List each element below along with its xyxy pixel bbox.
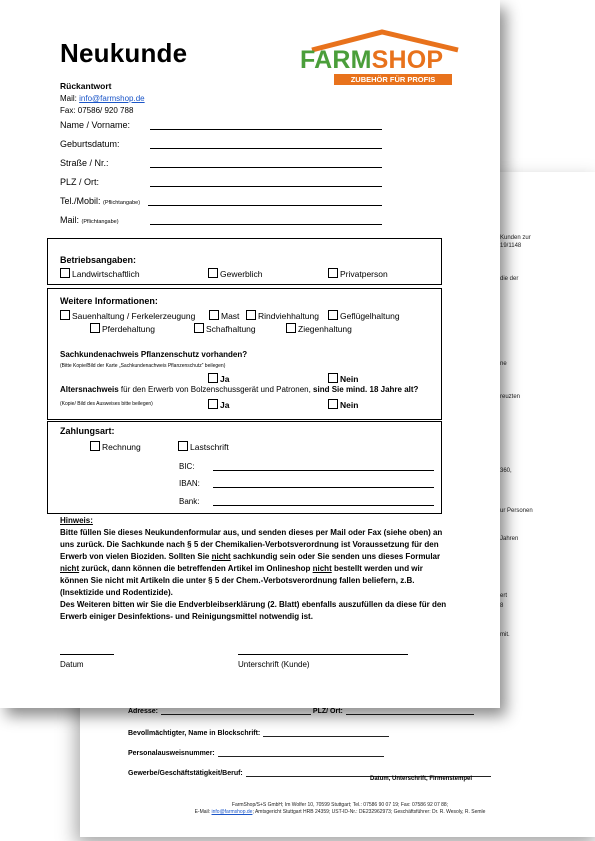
sachkunde-question: Sachkundenachweis Pflanzenschutz vorhanden? [60, 350, 248, 359]
back-signature-caption: Datum, Unterschrift, Firmenstempel [370, 776, 473, 782]
checkbox-label: Sauenhaltung / Ferkelerzeugung [72, 311, 196, 321]
checkbox-label: Lastschrift [190, 442, 229, 452]
hint-text-part: Bitte füllen Sie dieses Neukundenformular aus, und senden dieses per Mail oder Fax (siehe oben) an uns zurück. Die Sachkunde nach § 5 der Chemikalien-Verbotsverordnung ist Voraussetzung für den Erwerb von vielen Bioziden. Sollten Sie [60, 528, 443, 561]
back-side-text: Jahren [500, 536, 519, 542]
bic-label: BIC: [179, 462, 195, 471]
section-title: Betriebsangaben: [60, 255, 137, 265]
checkbox-rechnung[interactable] [90, 441, 141, 452]
hint-heading: Hinweis: [60, 516, 93, 525]
phone-input[interactable] [148, 205, 382, 206]
checkbox-label: Ziegenhaltung [298, 324, 352, 334]
section-title: Zahlungsart: [60, 426, 115, 436]
checkbox-label: Nein [340, 400, 359, 410]
iban-label: IBAN: [179, 479, 200, 488]
hint-text-part: zurück, dann können die betreffenden Artikel im Onlineshop [79, 564, 313, 573]
checkbox-alters-ja[interactable] [208, 399, 229, 410]
checkbox-icon [194, 323, 204, 333]
checkbox-label: Ja [220, 400, 230, 410]
checkbox-alters-nein[interactable] [328, 399, 358, 410]
hint-text-part: bestellt werden und wir können Sie nicht mit Artikeln die unter § 5 der Chem.-Verbotsverordnung fallen beliefern, z.B. (Insektizide und Rodentizide). [60, 564, 423, 597]
checkbox-gefluegelhaltung[interactable] [328, 310, 400, 321]
representative-row [128, 728, 389, 737]
field-label-text: Mail: [60, 215, 80, 225]
reply-label: Rückantwort [60, 81, 112, 91]
back-footer-line2 [80, 809, 595, 816]
checkbox-icon [246, 310, 256, 320]
alters-q-part3: sind Sie mind. 18 Jahre alt? [313, 385, 419, 394]
mail-label: Mail: [60, 94, 77, 103]
trade-label: Gewerbe/Geschäftstätigkeit/Beruf: [128, 770, 243, 777]
back-side-text: reuzten [500, 394, 521, 400]
checkbox-schafhaltung[interactable] [194, 323, 256, 334]
footer-email-prefix: E-Mail: [194, 809, 211, 815]
farmshop-logo [298, 28, 468, 90]
back-footer-line1: FarmShop/S+S GmbH; Im Wolfer 10, 70599 Stuttgart; Tel.: 07586 90 07 19; Fax: 07586 92 07 88; [231, 802, 449, 808]
hint-text-2: Des Weiteren bitten wir Sie die Endverbleibserklärung (2. Blatt) ebenfalls auszufüllen da diese für den Erwerb einiger Desinfektions- und Reinigungsmittel notwendig ist. [60, 600, 447, 621]
field-label: Geburtsdatum: [60, 139, 120, 149]
checkbox-label: Gewerblich [220, 269, 263, 279]
name-input[interactable] [150, 129, 382, 130]
checkbox-icon [208, 268, 218, 278]
checkbox-icon [209, 310, 219, 320]
address-label: Adresse: [128, 708, 158, 715]
checkbox-icon [208, 373, 218, 383]
hint-underlined: nicht [312, 564, 332, 573]
plz-label: PLZ/ Ort: [312, 708, 343, 715]
checkbox-pferdehaltung[interactable] [90, 323, 155, 334]
hint-underlined: nicht [60, 564, 80, 573]
checkbox-label: Nein [340, 374, 359, 384]
date-signature-line[interactable] [60, 654, 114, 655]
checkbox-mast[interactable] [209, 310, 239, 321]
fax-line: Fax: 07586/ 920 788 [60, 106, 134, 115]
back-side-text: ne [500, 361, 507, 367]
representative-field[interactable] [263, 728, 389, 737]
field-label: Straße / Nr.: [60, 158, 109, 168]
checkbox-gewerblich[interactable] [208, 268, 263, 279]
bank-label: Bank: [179, 497, 200, 506]
birthdate-input[interactable] [150, 148, 382, 149]
checkbox-icon [178, 441, 188, 451]
checkbox-label: Pferdehaltung [102, 324, 155, 334]
mail-input[interactable] [150, 224, 382, 225]
signature-caption: Unterschrift (Kunde) [238, 660, 310, 669]
back-side-text: 360, [500, 468, 512, 474]
street-input[interactable] [150, 167, 382, 168]
checkbox-label: Mast [221, 311, 240, 321]
field-label: PLZ / Ort: [60, 177, 100, 187]
page-title: Neukunde [60, 38, 188, 68]
representative-label: Bevollmächtigter, Name in Blockschrift: [128, 730, 261, 737]
back-side-text: mit. [500, 632, 510, 638]
back-side-text: 19/1148 [500, 243, 522, 249]
checkbox-icon [60, 310, 70, 320]
checkbox-label: Rindviehhaltung [258, 311, 319, 321]
checkbox-label: Privatperson [340, 269, 388, 279]
checkbox-icon [328, 373, 338, 383]
alters-note: (Kopie/ Bild des Ausweises bitte beilegen) [60, 401, 153, 407]
checkbox-privatperson[interactable] [328, 268, 388, 279]
back-side-text: Kunden zur [500, 235, 531, 241]
footer-registry-text: ; Amtsgericht Stuttgart HRB 24359; UST-ID-Nr.: DE232962973; Geschäftsführer: Dr. R. Wesoly, R. Semle [252, 809, 486, 815]
weitere-section [47, 288, 442, 420]
checkbox-ziegenhaltung[interactable] [286, 323, 352, 334]
logo-wordmark [300, 46, 443, 75]
plz-city-input[interactable] [150, 186, 382, 187]
footer-email-link[interactable]: info@farmshop.de [211, 809, 253, 815]
bic-input[interactable] [213, 470, 434, 471]
checkbox-label: Ja [220, 374, 230, 384]
checkbox-label: Landwirtschaftlich [72, 269, 140, 279]
hint-underlined: nicht [211, 552, 231, 561]
field-label: Name / Vorname: [60, 120, 131, 130]
hint-text-part: sachkundig sein oder Sie senden uns dieses Formular [230, 552, 441, 561]
field-label [60, 215, 119, 225]
checkbox-icon [208, 399, 218, 409]
checkbox-sachkunde-ja[interactable] [208, 373, 229, 384]
hint-paragraph [60, 515, 450, 623]
section-title: Weitere Informationen: [60, 296, 158, 306]
field-mandatory-note: (Pflichtangabe) [103, 200, 141, 206]
id-number-field[interactable] [218, 748, 384, 757]
checkbox-icon [328, 268, 338, 278]
checkbox-icon [90, 323, 100, 333]
checkbox-sachkunde-nein[interactable] [328, 373, 358, 384]
checkbox-lastschrift[interactable] [178, 441, 229, 452]
zahlung-section [47, 421, 442, 514]
id-number-row [128, 748, 384, 757]
betrieb-section [47, 238, 442, 285]
date-caption: Datum [60, 660, 84, 669]
back-side-text: 8 [500, 603, 504, 609]
iban-input[interactable] [213, 487, 434, 488]
checkbox-icon [60, 268, 70, 278]
checkbox-label: Geflügelhaltung [340, 311, 400, 321]
checkbox-label: Rechnung [102, 442, 141, 452]
logo-farm: FARM [300, 46, 372, 74]
alters-q-part1: Altersnachweis [60, 385, 119, 394]
alters-q-part2: für den Erwerb von Bolzenschussgerät und Patronen, [118, 385, 314, 394]
checkbox-rindviehhaltung[interactable] [246, 310, 319, 321]
logo-tagline: ZUBEHÖR FÜR PROFIS [334, 74, 452, 85]
back-side-text: die der [500, 276, 519, 282]
checkbox-icon [286, 323, 296, 333]
back-side-text: ur Personen [500, 508, 533, 514]
checkbox-icon [328, 399, 338, 409]
checkbox-icon [90, 441, 100, 451]
bank-input[interactable] [213, 505, 434, 506]
checkbox-icon [328, 310, 338, 320]
checkbox-label: Schafhaltung [206, 324, 256, 334]
hint-text-1 [60, 527, 450, 599]
checkbox-sauenhaltung[interactable] [60, 310, 195, 321]
sachkunde-note: (Bitte Kopie/Bild der Karte „Sachkundenachweis Pflanzenschutz“ beilegen) [60, 363, 226, 369]
customer-signature-line[interactable] [238, 654, 408, 655]
back-side-text: ert [500, 593, 508, 599]
field-label [60, 196, 140, 206]
logo-shop: SHOP [371, 46, 444, 74]
checkbox-landwirtschaftlich[interactable] [60, 268, 140, 279]
field-label-text: Tel./Mobil: [60, 196, 101, 206]
mail-link[interactable]: info@farmshop.de [79, 94, 145, 103]
alters-question [60, 385, 418, 394]
id-number-label: Personalausweisnummer: [128, 750, 215, 757]
mail-line [60, 94, 145, 103]
field-mandatory-note: (Pflichtangabe) [81, 219, 119, 225]
